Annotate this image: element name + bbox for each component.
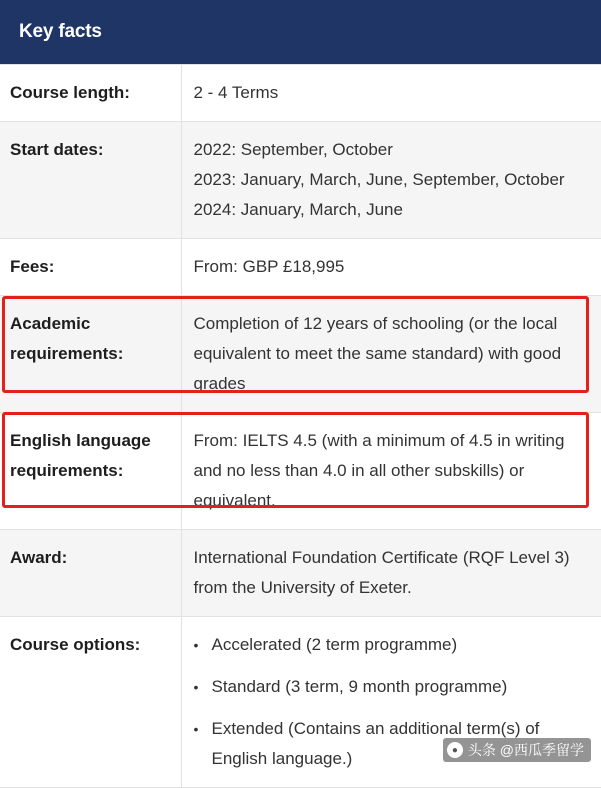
english-value-line: and no less than 4.0 in all other subskills) or bbox=[193, 461, 525, 480]
bullet-icon: • bbox=[193, 679, 199, 695]
academic-label-line: requirements: bbox=[10, 344, 124, 363]
row-fees bbox=[0, 239, 601, 296]
course-options-label: Course options: bbox=[0, 617, 181, 788]
start-dates-label: Start dates: bbox=[0, 122, 181, 239]
course-length-label: Course length: bbox=[0, 65, 181, 122]
row-award bbox=[0, 530, 601, 617]
academic-requirements-label bbox=[0, 296, 181, 413]
list-item bbox=[194, 672, 590, 702]
bullet-icon: • bbox=[193, 721, 199, 737]
english-value-line: equivalent. bbox=[193, 491, 276, 510]
key-facts-table bbox=[0, 64, 601, 788]
option-text: English language.) bbox=[211, 749, 353, 768]
start-dates-line: 2023: January, March, June, September, October bbox=[193, 170, 565, 189]
award-value-line: from the University of Exeter. bbox=[193, 578, 412, 597]
bullet-icon: • bbox=[193, 637, 199, 653]
row-course-length bbox=[0, 65, 601, 122]
watermark-logo-icon: ● bbox=[447, 742, 463, 758]
academic-value-line: equivalent to meet the same standard) with good bbox=[193, 344, 562, 363]
row-start-dates bbox=[0, 122, 601, 239]
key-facts-header bbox=[0, 0, 601, 64]
fees-value: From: GBP £18,995 bbox=[181, 239, 601, 296]
row-academic-requirements bbox=[0, 296, 601, 413]
award-label: Award: bbox=[0, 530, 181, 617]
academic-label-line: Academic bbox=[10, 314, 91, 333]
option-text: Standard (3 term, 9 month programme) bbox=[211, 677, 508, 696]
english-value-line: From: IELTS 4.5 (with a minimum of 4.5 in writing bbox=[193, 431, 565, 450]
academic-value-line: grades bbox=[193, 374, 246, 393]
fees-label: Fees: bbox=[0, 239, 181, 296]
english-label-line: requirements: bbox=[10, 461, 124, 480]
key-facts-title: Key facts bbox=[19, 21, 102, 42]
award-value-line: International Foundation Certificate (RQF Level 3) bbox=[193, 548, 570, 567]
option-text: Extended (Contains an additional term(s) of bbox=[211, 719, 540, 738]
english-requirements-value bbox=[181, 413, 601, 530]
english-label-line: English language bbox=[10, 431, 151, 450]
start-dates-value bbox=[181, 122, 601, 239]
english-requirements-label bbox=[0, 413, 181, 530]
watermark-text: 头条 @西瓜季留学 bbox=[467, 742, 584, 758]
course-length-value: 2 - 4 Terms bbox=[181, 65, 601, 122]
row-english-requirements bbox=[0, 413, 601, 530]
award-value bbox=[181, 530, 601, 617]
option-text: Accelerated (2 term programme) bbox=[211, 635, 458, 654]
academic-requirements-value bbox=[181, 296, 601, 413]
list-item bbox=[194, 630, 590, 660]
start-dates-line: 2022: September, October bbox=[193, 140, 393, 159]
start-dates-line: 2024: January, March, June bbox=[193, 200, 403, 219]
watermark bbox=[443, 738, 591, 762]
academic-value-line: Completion of 12 years of schooling (or the local bbox=[193, 314, 558, 333]
